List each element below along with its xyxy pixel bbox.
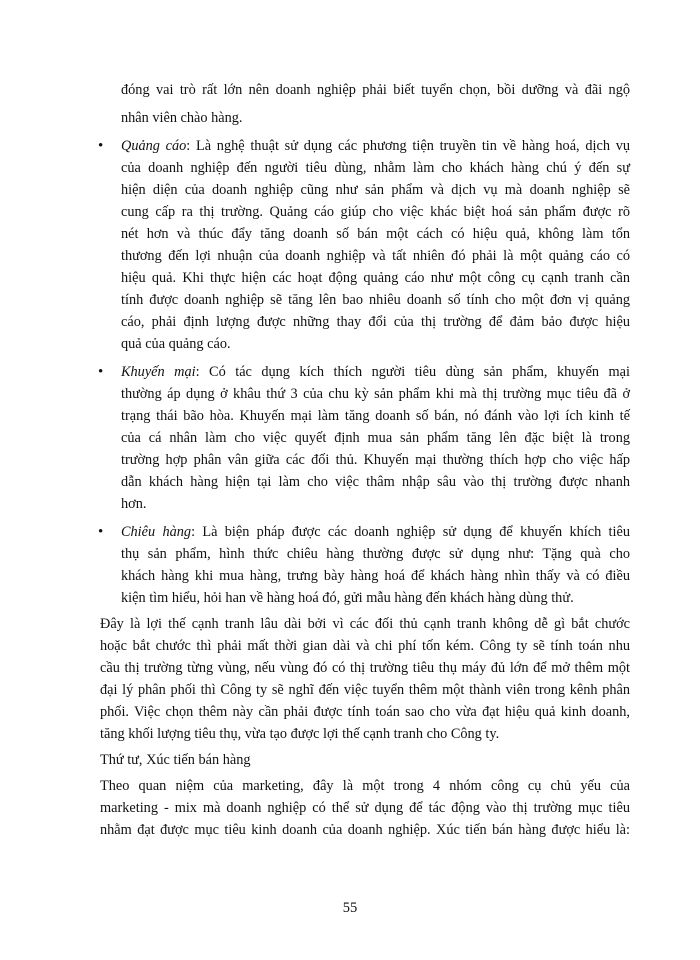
paragraph-line: tăng khối lượng tiêu thụ, vừa tạo được lợi thế cạnh tranh cho Công ty.: [100, 726, 500, 742]
bullet-first-text: : Là nghệ thuật sử dụng các phương tiện truyền tin về hàng hoá, dịch vụ: [186, 138, 630, 154]
bullet-line: cung cấp ra thị trường. Quảng cáo giúp cho việc khác biệt hoá sản phẩm được rõ: [121, 204, 630, 220]
paragraph-line: cầu thị trường từng vùng, nếu vùng đó có thị trường tiêu thụ máy đủ lớn để mở thêm một: [100, 660, 630, 676]
bullet-line: khách hàng khi mua hàng, trưng bày hàng hoá để khách hàng nhìn thấy và có điều: [121, 568, 630, 584]
bullet-line: hơn.: [121, 496, 147, 512]
bullet-term: Quảng cáo: [121, 138, 187, 154]
paragraph-line: marketing - mix mà doanh nghiệp có thể sử dụng để tác động vào thị trường mục tiêu: [100, 800, 630, 816]
bullet-marker: •: [98, 364, 104, 380]
bullet-term: Khuyến mại: [121, 364, 196, 380]
bullet-line: tính được doanh nghiệp sẽ tăng lên bao nhiêu doanh số tính cho một đơn vị quảng: [121, 292, 630, 308]
paragraph-line: Theo quan niệm của marketing, đây là một trong 4 nhóm công cụ chủ yếu của: [100, 778, 630, 794]
bullet-term: Chiêu hàng: [121, 524, 192, 540]
bullet-marker: •: [98, 524, 104, 540]
bullet-line: quả của quảng cáo.: [121, 336, 231, 352]
bullet-line: của cá nhân làm cho việc quyết định mua sản phẩm tăng lên đặc biệt là trong: [121, 430, 630, 446]
bullet-line: hiệu quả. Khi thực hiện các hoạt động quảng cáo như một công cụ cạnh tranh cần: [121, 270, 630, 286]
bullet-line: của doanh nghiệp đến người tiêu dùng, nhằm làm cho khách hàng chú ý đến sự: [121, 160, 630, 176]
bullet-line: thường áp dụng ở khâu thứ 3 của chu kỳ sản phẩm khi mà thị trường mục tiêu đã ở: [121, 386, 630, 402]
bullet-first-text: : Có tác dụng kích thích người tiêu dùng sản phẩm, khuyến mại: [195, 364, 630, 380]
paragraph-line: đại lý phân phối thì Công ty sẽ nghĩ đến việc tuyển thêm một thành viên trong kênh phân: [100, 682, 630, 698]
intro-line-2: nhân viên chào hàng.: [121, 110, 243, 126]
section-heading: Thứ tư, Xúc tiến bán hàng: [100, 752, 251, 768]
page-number: 55: [342, 900, 358, 916]
bullet-marker: •: [98, 138, 104, 154]
bullet-line: nét hơn và thúc đẩy tăng doanh số bán một cách có hiệu quả, không làm tổn: [121, 226, 630, 242]
bullet-line: cáo, phải định lượng được những thay đổi của thị trường để đảm bảo được hiệu: [121, 314, 630, 330]
intro-line-1: đóng vai trò rất lớn nên doanh nghiệp phải biết tuyển chọn, bồi dưỡng và đãi ngộ: [121, 82, 630, 98]
bullet-first-text: : Là biện pháp được các doanh nghiệp sử dụng để khuyến khích tiêu: [191, 524, 630, 540]
bullet-line: kiện tìm hiểu, hỏi han về hàng hoá đó, gửi mẫu hàng đến khách hàng dùng thử.: [121, 590, 574, 606]
bullet-line: thụ sản phẩm, hình thức chiêu hàng thường được sử dụng như: Tặng quà cho: [121, 546, 630, 562]
bullet-first-line: [121, 522, 630, 542]
bullet-first-line: [121, 136, 630, 156]
paragraph-line: Đây là lợi thế cạnh tranh lâu dài bởi vì các đối thủ cạnh tranh không dễ gì bắt chước: [100, 616, 630, 632]
bullet-line: hiện diện của doanh nghiệp cũng như sản phẩm và dịch vụ mà doanh nghiệp sẽ: [121, 182, 630, 198]
paragraph-line: phối. Việc chọn thêm này cần phải được tính toán sao cho vừa đạt hiệu quả kinh doanh,: [100, 704, 630, 720]
bullet-line: trạng thái bão hòa. Khuyến mại làm tăng doanh số bán, nó đánh vào lợi ích kinh tế: [121, 408, 630, 424]
bullet-line: dẫn khách hàng hiện tại làm cho việc thâm nhập sâu vào thị trường được nhanh: [121, 474, 630, 490]
bullet-line: thương đến lợi nhuận của doanh nghiệp và tất nhiên đó phải là một quảng cáo có: [121, 248, 630, 264]
bullet-line: trường hợp phân vân giữa các đối thủ. Khuyến mại thường thích hợp cho việc hấp: [121, 452, 630, 468]
paragraph-line: nhằm đạt được mục tiêu kinh doanh của doanh nghiệp. Xúc tiến bán hàng được hiểu là:: [100, 822, 630, 838]
bullet-first-line: [121, 362, 630, 382]
paragraph-line: hoặc bắt chước thì phải mất thời gian dài và chi phí tốn kém. Công ty sẽ tính toán nhu: [100, 638, 630, 654]
